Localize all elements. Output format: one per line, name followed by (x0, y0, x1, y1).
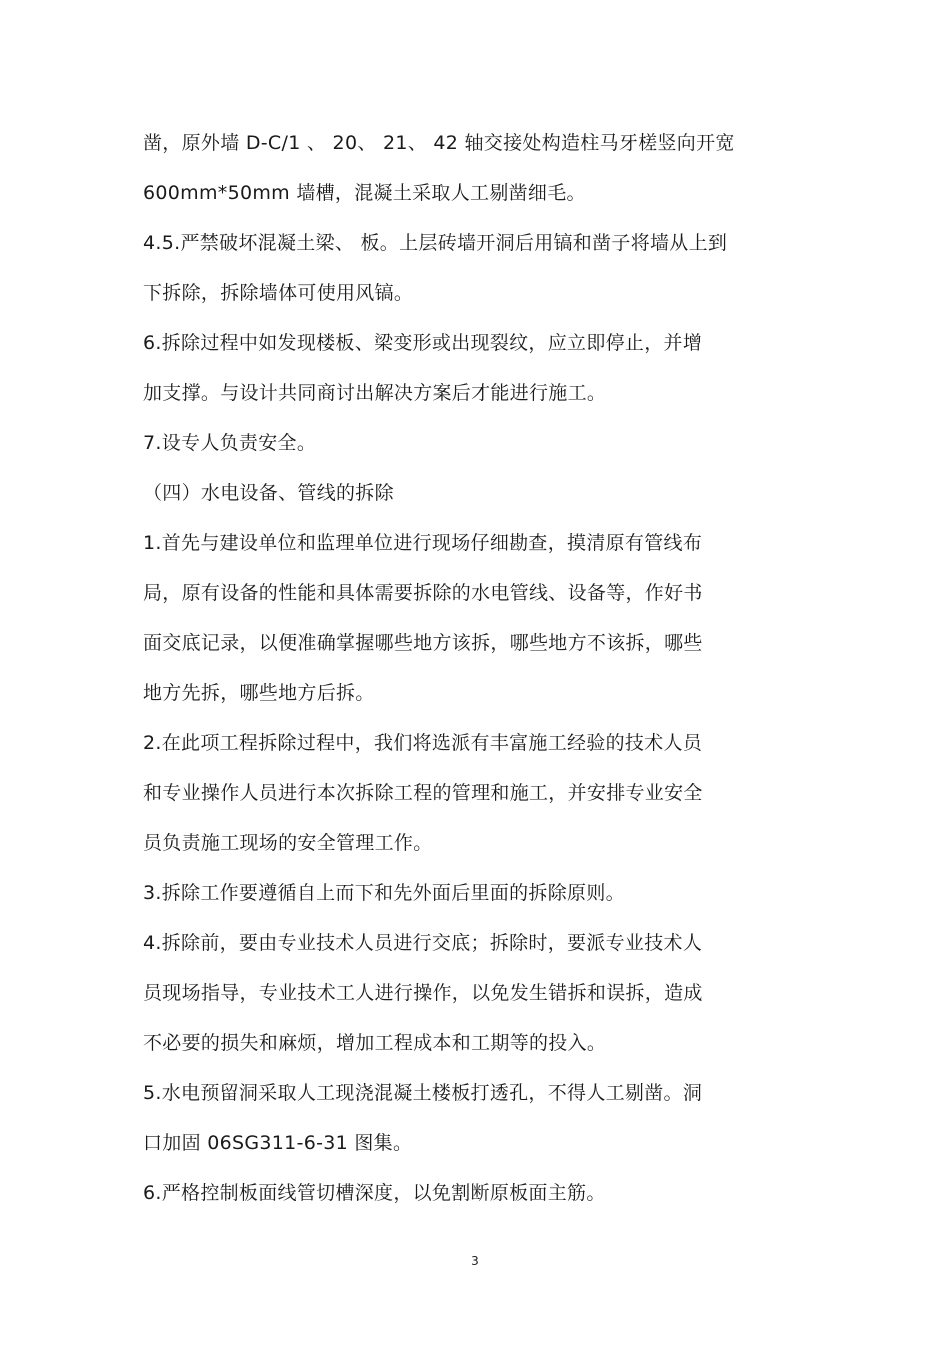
text-line: 下拆除，拆除墙体可使用风镐。 (143, 282, 414, 304)
text-line: 6.严格控制板面线管切槽深度，以免割断原板面主筋。 (143, 1182, 606, 1204)
text-line: 局，原有设备的性能和具体需要拆除的水电管线、设备等，作好书 (143, 582, 703, 604)
text-line: 7.设专人负责安全。 (143, 432, 317, 454)
text-line: 面交底记录，以便准确掌握哪些地方该拆，哪些地方不该拆，哪些 (143, 632, 703, 654)
text-line: 4.拆除前，要由专业技术人员进行交底；拆除时，要派专业技术人 (143, 932, 703, 954)
text-line: 3.拆除工作要遵循自上而下和先外面后里面的拆除原则。 (143, 882, 625, 904)
text-line: 和专业操作人员进行本次拆除工程的管理和施工，并安排专业安全 (143, 782, 703, 804)
section-heading: （四）水电设备、管线的拆除 (143, 482, 394, 504)
text-line: 1.首先与建设单位和监理单位进行现场仔细勘查，摸清原有管线布 (143, 532, 703, 554)
text-line: 600mm*50mm 墙槽，混凝土采取人工剔凿细毛。 (143, 182, 586, 204)
text-line: 口加固 06SG311-6-31 图集。 (143, 1132, 413, 1154)
text-line: 5.水电预留洞采取人工现浇混凝土楼板打透孔，不得人工剔凿。洞 (143, 1082, 703, 1104)
text-line: 4.5.严禁破坏混凝土梁、 板。上层砖墙开洞后用镐和凿子将墙从上到 (143, 232, 728, 254)
text-line: 员现场指导，专业技术工人进行操作，以免发生错拆和误拆，造成 (143, 982, 703, 1004)
text-line: 加支撑。与设计共同商讨出解决方案后才能进行施工。 (143, 382, 607, 404)
text-line: 6.拆除过程中如发现楼板、梁变形或出现裂纹，应立即停止，并增 (143, 332, 703, 354)
text-line: 地方先拆，哪些地方后拆。 (143, 682, 375, 704)
text-line: 2.在此项工程拆除过程中，我们将选派有丰富施工经验的技术人员 (143, 732, 703, 754)
page-number: 3 (471, 1254, 479, 1268)
text-line: 不必要的损失和麻烦，增加工程成本和工期等的投入。 (143, 1032, 607, 1054)
text-line: 凿，原外墙 D-C/1 、 20、 21、 42 轴交接处构造柱马牙槎竖向开宽 (143, 132, 735, 154)
text-line: 员负责施工现场的安全管理工作。 (143, 832, 433, 854)
